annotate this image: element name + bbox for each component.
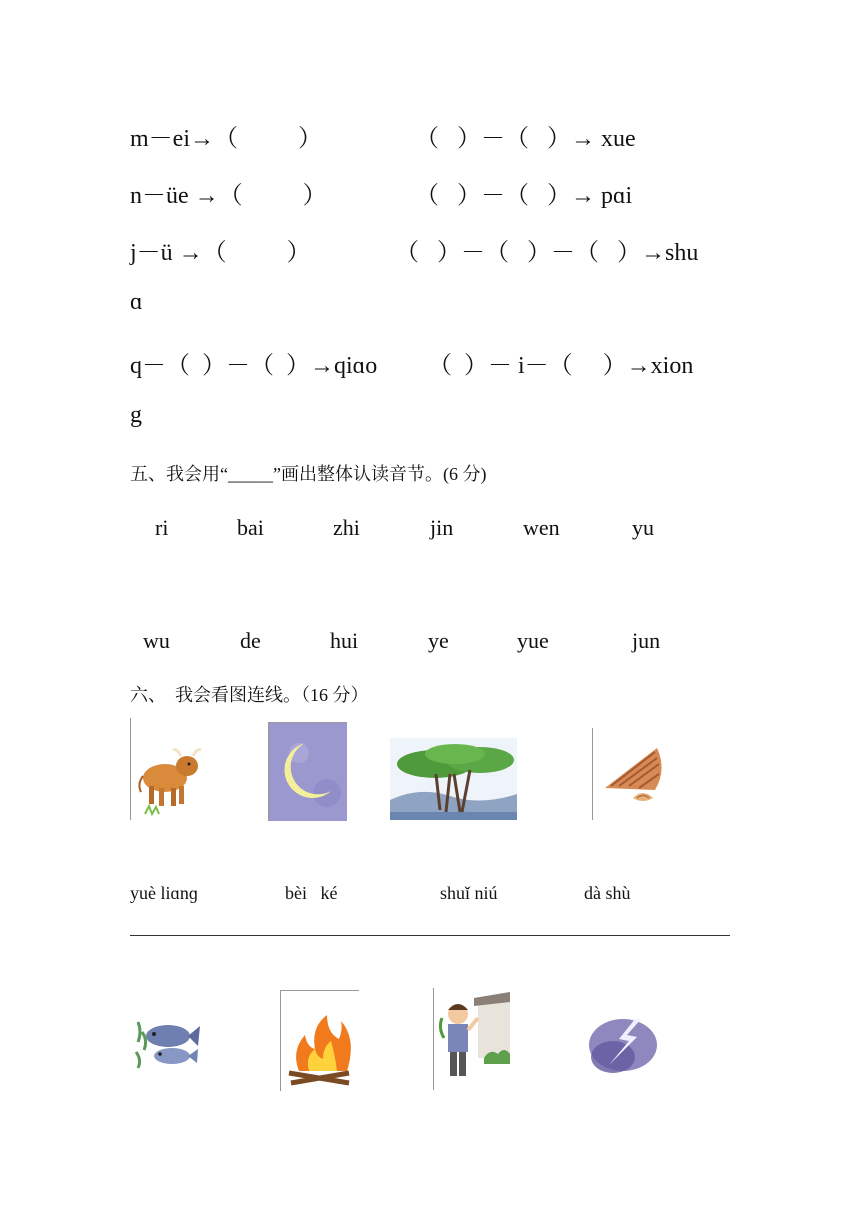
syllable-de[interactable]: de bbox=[240, 628, 261, 653]
syllable-jin[interactable]: jin bbox=[430, 515, 454, 540]
boy-icon[interactable] bbox=[433, 988, 510, 1090]
label-da-shu[interactable]: dà shù bbox=[584, 883, 631, 903]
shell-icon[interactable] bbox=[592, 728, 677, 820]
spell-row-4-left: q－（ ）－（ ）→qiɑo bbox=[130, 353, 378, 379]
spell-row-3-left: j－ü →（ ） bbox=[130, 240, 311, 266]
syllable-zhi[interactable]: zhi bbox=[333, 515, 360, 540]
section6-heading: 六、 我会看图连线。（16 分） bbox=[130, 685, 369, 705]
spell-row-4-wrap: g bbox=[130, 402, 142, 428]
syllable-wen[interactable]: wen bbox=[523, 515, 560, 540]
syllable-jun[interactable]: jun bbox=[632, 628, 661, 653]
spell-row-4-right: （ ）－ i－（ ）→xion bbox=[428, 353, 694, 379]
spell-row-2-left: n－üe →（ ） bbox=[130, 183, 327, 209]
syllable-wu[interactable]: wu bbox=[143, 628, 170, 653]
section5-heading: 五、我会用“_____”画出整体认读音节。(6 分) bbox=[130, 464, 487, 484]
ox-icon[interactable] bbox=[130, 718, 207, 820]
syllable-hui[interactable]: hui bbox=[330, 628, 359, 653]
spell-row-3-wrap: ɑ bbox=[130, 289, 143, 315]
divider-line bbox=[130, 935, 730, 936]
moon-icon[interactable] bbox=[268, 722, 347, 821]
syllable-yue[interactable]: yue bbox=[517, 628, 549, 653]
spell-row-2-right: （ ）－（ ）→ pɑi bbox=[415, 183, 633, 209]
label-bei-ke[interactable]: bèi ké bbox=[285, 883, 338, 903]
spell-row-1-right: （ ）－（ ）→ xue bbox=[415, 126, 636, 152]
spell-row-3-right: （ ）－（ ）－（ ）→shu bbox=[395, 240, 699, 266]
syllable-ye[interactable]: ye bbox=[428, 628, 449, 653]
syllable-bai[interactable]: bai bbox=[237, 515, 264, 540]
fire-icon[interactable] bbox=[280, 990, 359, 1091]
label-yue-liang[interactable]: yuè liɑnɡ bbox=[130, 883, 198, 903]
label-shui-niu[interactable]: shuǐ niú bbox=[440, 883, 498, 903]
syllable-ri[interactable]: ri bbox=[155, 515, 169, 540]
tree-icon[interactable] bbox=[390, 738, 517, 820]
syllable-yu[interactable]: yu bbox=[632, 515, 654, 540]
lightning-icon[interactable] bbox=[585, 1005, 660, 1090]
fish-icon[interactable] bbox=[130, 992, 202, 1090]
spell-row-1-left: m－ei→（ ） bbox=[130, 126, 322, 152]
